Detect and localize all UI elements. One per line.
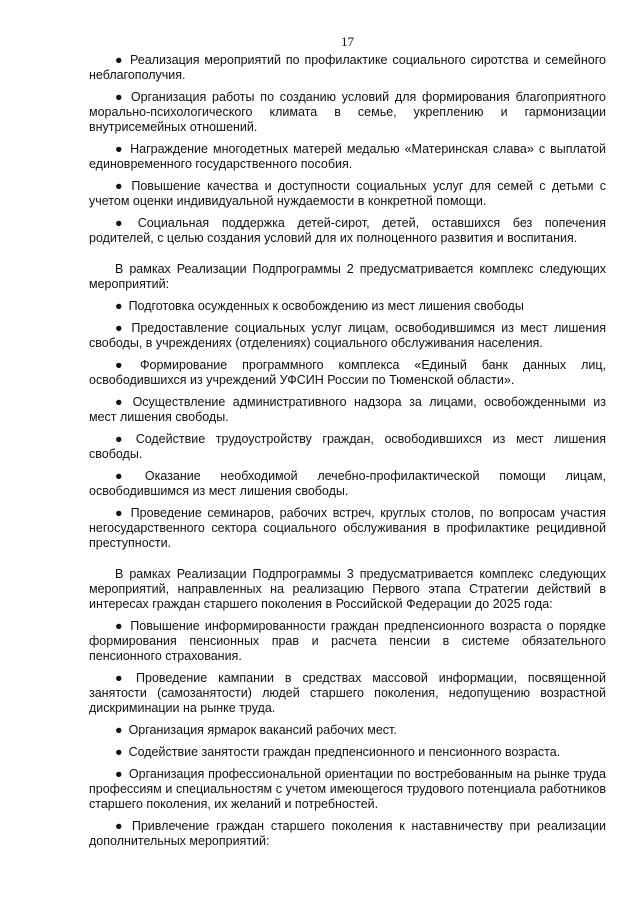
- list-item: [89, 745, 606, 760]
- list-item: [89, 216, 606, 246]
- list-item: [89, 819, 606, 849]
- bullet-icon: ●: [115, 619, 125, 633]
- bullet-icon: ●: [115, 142, 125, 156]
- list-item-text: Привлечение граждан старшего поколения к наставничеству при реализации дополнительных мероприятий:: [89, 819, 606, 848]
- bullet-icon: ●: [115, 469, 139, 483]
- list-item: [89, 53, 606, 83]
- list-item: [89, 767, 606, 812]
- list-item-text: Награждение многодетных матерей медалью «Материнская слава» с выплатой единовременного государственного пособия.: [89, 142, 606, 171]
- bullet-icon: ●: [115, 53, 124, 67]
- list-item: [89, 299, 606, 314]
- section-3: [89, 567, 606, 849]
- list-item-text: Реализация мероприятий по профилактике социального сиротства и семейного неблагополучия.: [89, 53, 606, 82]
- list-item: [89, 358, 606, 388]
- bullet-icon: ●: [115, 819, 126, 833]
- list-item: [89, 432, 606, 462]
- list-item-text: Осуществление административного надзора за лицами, освобожденными из мест лишения свободы.: [89, 395, 606, 424]
- list-item-text: Повышение информированности граждан предпенсионного возраста о порядке формирования пенсионных прав и расчета пенсии в системе обязательного пенсионного страхования.: [89, 619, 606, 663]
- bullet-icon: ●: [115, 506, 125, 520]
- list-item: [89, 179, 606, 209]
- list-item: [89, 469, 606, 499]
- bullet-icon: ●: [115, 723, 123, 737]
- bullet-icon: ●: [115, 358, 135, 372]
- list-item-text: Оказание необходимой лечебно-профилактической помощи лицам, освободившимся из мест лишения свободы.: [89, 469, 606, 498]
- list-item: [89, 671, 606, 716]
- bullet-icon: ●: [115, 395, 127, 409]
- list-item-text: Предоставление социальных услуг лицам, освободившимся из мест лишения свободы, в учреждениях (отделениях) социального обслуживания населения.: [89, 321, 606, 350]
- bullet-icon: ●: [115, 671, 131, 685]
- list-item-text: Подготовка осужденных к освобождению из мест лишения свободы: [128, 299, 524, 313]
- list-item-text: Формирование программного комплекса «Единый банк данных лиц, освободившихся из учреждений УФСИН России по Тюменской области».: [89, 358, 606, 387]
- list-item-text: Социальная поддержка детей-сирот, детей, оставшихся без попечения родителей, с целью создания условий для их полноценного развития и воспитания.: [89, 216, 606, 245]
- list-item: [89, 142, 606, 172]
- bullet-icon: ●: [115, 321, 126, 335]
- list-item-text: Содействие трудоустройству граждан, освободившихся из мест лишения свободы.: [89, 432, 606, 461]
- list-item-text: Организация работы по созданию условий для формирования благоприятного морально-психологического климата в семье, укреплению и гармонизации внутрисемейных отношений.: [89, 90, 606, 134]
- bullet-icon: ●: [115, 90, 125, 104]
- list-item: [89, 90, 606, 135]
- list-item-text: Проведение кампании в средствах массовой информации, посвященной занятости (самозанятости) людей старшего поколения, недопущению возрастной дискриминации на рынке труда.: [89, 671, 606, 715]
- bullet-icon: ●: [115, 299, 123, 313]
- list-item: [89, 395, 606, 425]
- bullet-icon: ●: [115, 745, 123, 759]
- section-1: [89, 53, 606, 246]
- list-item: [89, 619, 606, 664]
- bullet-icon: ●: [115, 216, 132, 230]
- bullet-icon: ●: [115, 179, 126, 193]
- section-2: [89, 262, 606, 551]
- section-intro: В рамках Реализации Подпрограммы 2 предусматривается комплекс следующих мероприятий:: [89, 262, 606, 291]
- list-item: [89, 506, 606, 551]
- bullet-icon: ●: [115, 767, 123, 781]
- list-item-text: Содействие занятости граждан предпенсионного и пенсионного возраста.: [128, 745, 561, 759]
- section-intro: В рамках Реализации Подпрограммы 3 предусматривается комплекс следующих мероприятий, направленных на реализацию Первого этапа Стратегии действий в интересах граждан старшего поколения в Российской Федерации до 2025 года:: [89, 567, 606, 611]
- bullet-icon: ●: [115, 432, 130, 446]
- list-item: [89, 321, 606, 351]
- list-item: [89, 723, 606, 738]
- list-item-text: Повышение качества и доступности социальных услуг для семей с детьми с учетом оценки индивидуальной нуждаемости в конкретной помощи.: [89, 179, 606, 208]
- list-item-text: Организация профессиональной ориентации по востребованным на рынке труда профессиям и специальностям с учетом имеющегося трудового потенциала работников старшего поколения, их желаний и потребностей.: [89, 767, 606, 811]
- list-item-text: Организация ярмарок вакансий рабочих мест.: [128, 723, 397, 737]
- page-number: 17: [341, 34, 354, 49]
- list-item-text: Проведение семинаров, рабочих встреч, круглых столов, по вопросам участия негосударственного сектора социального обслуживания в профилактике рецидивной преступности.: [89, 506, 606, 550]
